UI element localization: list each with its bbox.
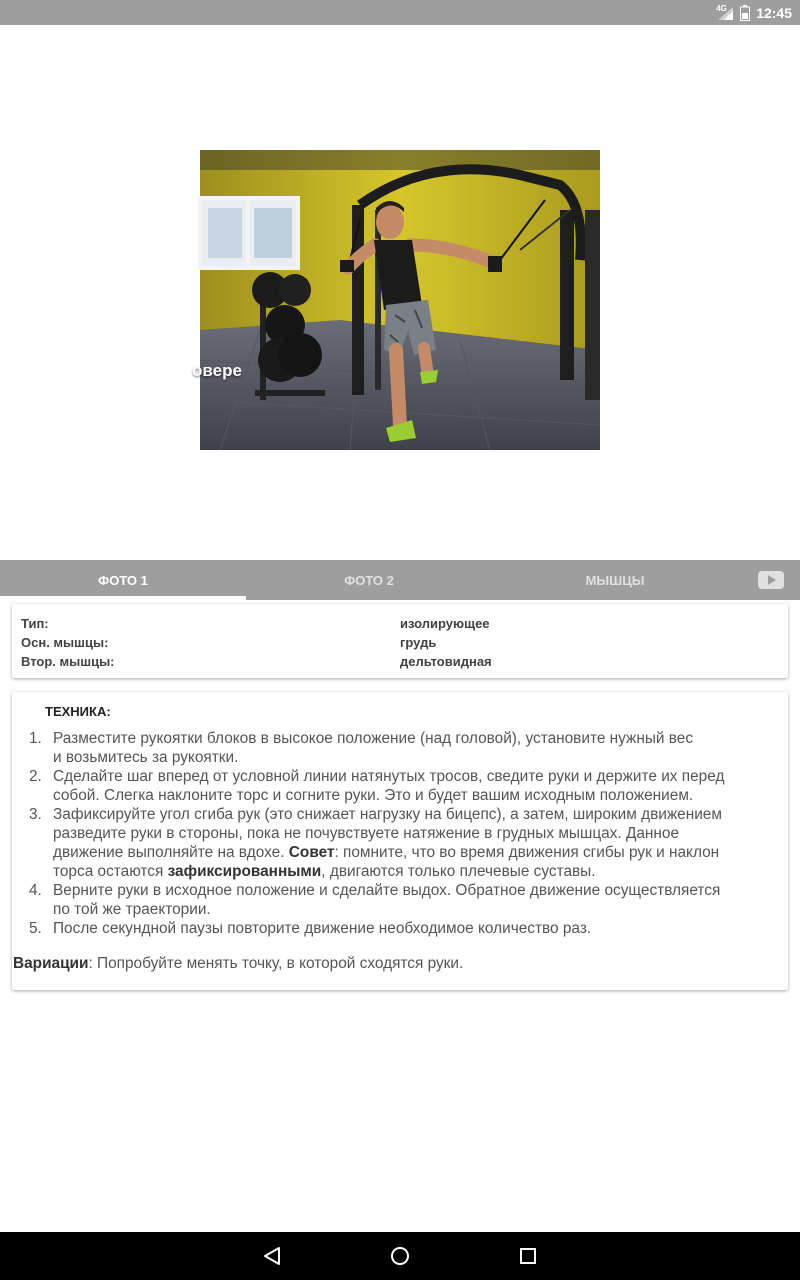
step-line: Верните руки в исходное положение и сделайте выдох. Обратное движение осуществляется bbox=[53, 882, 721, 899]
step-number: 4. bbox=[29, 882, 42, 899]
technique-step bbox=[29, 919, 781, 938]
variations-text bbox=[13, 955, 463, 973]
technique-title: ТЕХНИКА: bbox=[45, 704, 111, 719]
tip-label: Совет bbox=[288, 844, 335, 861]
navigation-bar bbox=[0, 1232, 800, 1280]
tab-muscles[interactable]: МЫШЦЫ bbox=[585, 572, 645, 588]
tab-bar bbox=[0, 560, 800, 600]
info-key: Осн. мышцы: bbox=[21, 635, 109, 650]
info-value: грудь bbox=[400, 635, 437, 650]
step-line: и возьмитесь за рукоятки. bbox=[53, 749, 239, 766]
step-number: 5. bbox=[29, 920, 42, 937]
info-value: дельтовидная bbox=[400, 654, 492, 669]
step-number: 2. bbox=[29, 768, 42, 785]
technique-step bbox=[29, 881, 781, 919]
step-line: торса остаются bbox=[53, 863, 168, 880]
technique-step bbox=[29, 767, 781, 805]
step-line: Зафиксируйте угол сгиба рук (это снижает нагрузку на бицепс), а затем, широким движением bbox=[53, 806, 722, 823]
step-line: движение выполняйте на вдохе. bbox=[53, 844, 289, 861]
step-line: разведите руки в стороны, пока не почувствуете натяжение в грудных мышцах. Данное bbox=[53, 825, 680, 842]
tab-photo-2[interactable]: ФОТО 2 bbox=[344, 572, 394, 588]
photo-caption: овере bbox=[192, 361, 242, 380]
tab-photo-1[interactable]: ФОТО 1 bbox=[0, 560, 246, 600]
info-row-secondary-muscles bbox=[21, 652, 779, 671]
status-time: 12:45 bbox=[756, 4, 792, 21]
status-icons bbox=[716, 0, 792, 25]
exercise-photo[interactable] bbox=[192, 150, 600, 450]
step-line: После секундной паузы повторите движение необходимое количество раз. bbox=[53, 920, 592, 937]
info-row-primary-muscles bbox=[21, 633, 779, 652]
step-line: Сделайте шаг вперед от условной линии натянутых тросов, сведите руки и держите их перед bbox=[53, 768, 725, 785]
battery-icon bbox=[740, 5, 750, 21]
photo-viewer[interactable] bbox=[0, 25, 800, 560]
step-line: собой. Слегка наклоните торс и согните руки. Это и будет вашим исходным положением. bbox=[53, 787, 694, 804]
info-row-type bbox=[21, 614, 779, 633]
variations-label: Вариации bbox=[13, 955, 89, 972]
step-line: : помните, что во время движения сгибы рук и наклон bbox=[334, 844, 720, 861]
cell-signal-icon bbox=[716, 5, 734, 21]
step-line: , двигаются только плечевые суставы. bbox=[321, 863, 596, 880]
technique-card bbox=[12, 692, 788, 990]
info-key: Втор. мышцы: bbox=[21, 654, 115, 669]
info-value: изолирующее bbox=[400, 616, 490, 631]
exercise-info-card bbox=[12, 604, 788, 678]
youtube-icon[interactable] bbox=[758, 570, 784, 590]
status-bar bbox=[0, 0, 800, 25]
step-line: Разместите рукоятки блоков в высокое положение (над головой), установите нужный вес bbox=[53, 730, 694, 747]
emphasis-text: зафиксированными bbox=[167, 863, 322, 880]
step-number: 1. bbox=[29, 730, 42, 747]
back-triangle-icon[interactable] bbox=[260, 1244, 284, 1268]
technique-steps bbox=[29, 729, 781, 938]
network-type: 4G bbox=[716, 3, 727, 13]
info-key: Тип: bbox=[21, 616, 49, 631]
step-number: 3. bbox=[29, 806, 42, 823]
recents-square-icon[interactable] bbox=[516, 1244, 540, 1268]
technique-step bbox=[29, 805, 781, 881]
home-circle-icon[interactable] bbox=[388, 1244, 412, 1268]
step-line: по той же траектории. bbox=[53, 901, 211, 918]
technique-step bbox=[29, 729, 781, 767]
variations-body: : Попробуйте менять точку, в которой сходятся руки. bbox=[88, 955, 464, 972]
